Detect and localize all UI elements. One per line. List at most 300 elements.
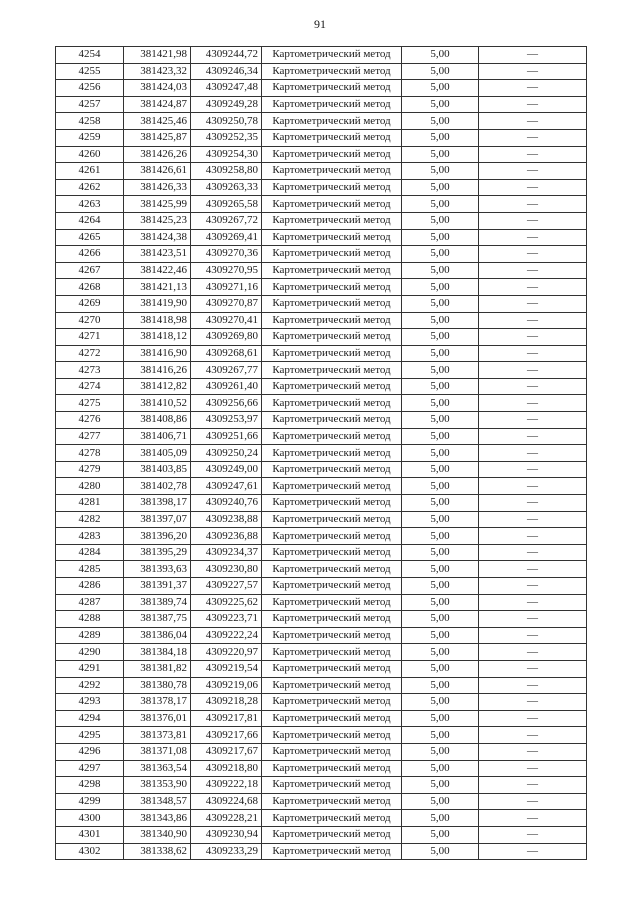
method-cell: Картометрический метод — [262, 47, 402, 64]
precision-cell: 5,00 — [402, 478, 479, 495]
x-coordinate-cell: 381410,52 — [124, 395, 191, 412]
x-coordinate-cell: 381386,04 — [124, 627, 191, 644]
precision-cell: 5,00 — [402, 594, 479, 611]
table-row — [56, 312, 587, 329]
description-cell: — — [479, 810, 587, 827]
method-cell: Картометрический метод — [262, 760, 402, 777]
y-coordinate-cell: 4309222,24 — [191, 627, 262, 644]
method-cell: Картометрический метод — [262, 611, 402, 628]
y-coordinate-cell: 4309269,41 — [191, 229, 262, 246]
description-cell: — — [479, 246, 587, 263]
precision-cell: 5,00 — [402, 163, 479, 180]
precision-cell: 5,00 — [402, 461, 479, 478]
description-cell: — — [479, 179, 587, 196]
x-coordinate-cell: 381425,87 — [124, 129, 191, 146]
description-cell: — — [479, 743, 587, 760]
method-cell: Картометрический метод — [262, 495, 402, 512]
method-cell: Картометрический метод — [262, 80, 402, 97]
table-row — [56, 96, 587, 113]
x-coordinate-cell: 381389,74 — [124, 594, 191, 611]
table-row — [56, 528, 587, 545]
x-coordinate-cell: 381421,98 — [124, 47, 191, 64]
description-cell: — — [479, 578, 587, 595]
description-cell: — — [479, 561, 587, 578]
point-number-cell: 4281 — [56, 495, 124, 512]
point-number-cell: 4255 — [56, 63, 124, 80]
y-coordinate-cell: 4309270,95 — [191, 262, 262, 279]
precision-cell: 5,00 — [402, 47, 479, 64]
table-row — [56, 727, 587, 744]
x-coordinate-cell: 381376,01 — [124, 710, 191, 727]
x-coordinate-cell: 381423,32 — [124, 63, 191, 80]
y-coordinate-cell: 4309224,68 — [191, 793, 262, 810]
description-cell: — — [479, 445, 587, 462]
point-number-cell: 4300 — [56, 810, 124, 827]
point-number-cell: 4285 — [56, 561, 124, 578]
y-coordinate-cell: 4309249,00 — [191, 461, 262, 478]
x-coordinate-cell: 381381,82 — [124, 660, 191, 677]
y-coordinate-cell: 4309230,80 — [191, 561, 262, 578]
method-cell: Картометрический метод — [262, 113, 402, 130]
x-coordinate-cell: 381426,26 — [124, 146, 191, 163]
table-row — [56, 212, 587, 229]
description-cell: — — [479, 129, 587, 146]
table-row — [56, 362, 587, 379]
y-coordinate-cell: 4309263,33 — [191, 179, 262, 196]
description-cell: — — [479, 511, 587, 528]
x-coordinate-cell: 381353,90 — [124, 777, 191, 794]
precision-cell: 5,00 — [402, 63, 479, 80]
method-cell: Картометрический метод — [262, 412, 402, 429]
table-row — [56, 777, 587, 794]
table-row — [56, 826, 587, 843]
point-number-cell: 4272 — [56, 345, 124, 362]
coordinates-table-body — [56, 47, 587, 860]
precision-cell: 5,00 — [402, 295, 479, 312]
description-cell: — — [479, 727, 587, 744]
description-cell: — — [479, 760, 587, 777]
description-cell: — — [479, 113, 587, 130]
method-cell: Картометрический метод — [262, 561, 402, 578]
point-number-cell: 4261 — [56, 163, 124, 180]
x-coordinate-cell: 381412,82 — [124, 378, 191, 395]
point-number-cell: 4258 — [56, 113, 124, 130]
y-coordinate-cell: 4309253,97 — [191, 412, 262, 429]
point-number-cell: 4271 — [56, 329, 124, 346]
x-coordinate-cell: 381348,57 — [124, 793, 191, 810]
method-cell: Картометрический метод — [262, 229, 402, 246]
point-number-cell: 4256 — [56, 80, 124, 97]
x-coordinate-cell: 381416,26 — [124, 362, 191, 379]
table-row — [56, 63, 587, 80]
description-cell: — — [479, 412, 587, 429]
precision-cell: 5,00 — [402, 710, 479, 727]
point-number-cell: 4284 — [56, 544, 124, 561]
precision-cell: 5,00 — [402, 229, 479, 246]
precision-cell: 5,00 — [402, 826, 479, 843]
table-row — [56, 594, 587, 611]
y-coordinate-cell: 4309228,21 — [191, 810, 262, 827]
method-cell: Картометрический метод — [262, 826, 402, 843]
point-number-cell: 4276 — [56, 412, 124, 429]
table-row — [56, 644, 587, 661]
table-row — [56, 478, 587, 495]
x-coordinate-cell: 381422,46 — [124, 262, 191, 279]
x-coordinate-cell: 381393,63 — [124, 561, 191, 578]
table-row — [56, 843, 587, 860]
y-coordinate-cell: 4309269,80 — [191, 329, 262, 346]
precision-cell: 5,00 — [402, 511, 479, 528]
point-number-cell: 4265 — [56, 229, 124, 246]
method-cell: Картометрический метод — [262, 196, 402, 213]
x-coordinate-cell: 381396,20 — [124, 528, 191, 545]
point-number-cell: 4278 — [56, 445, 124, 462]
precision-cell: 5,00 — [402, 395, 479, 412]
x-coordinate-cell: 381338,62 — [124, 843, 191, 860]
x-coordinate-cell: 381425,99 — [124, 196, 191, 213]
method-cell: Картометрический метод — [262, 146, 402, 163]
description-cell: — — [479, 279, 587, 296]
y-coordinate-cell: 4309271,16 — [191, 279, 262, 296]
point-number-cell: 4296 — [56, 743, 124, 760]
y-coordinate-cell: 4309251,66 — [191, 428, 262, 445]
precision-cell: 5,00 — [402, 677, 479, 694]
description-cell: — — [479, 478, 587, 495]
y-coordinate-cell: 4309240,76 — [191, 495, 262, 512]
precision-cell: 5,00 — [402, 528, 479, 545]
method-cell: Картометрический метод — [262, 594, 402, 611]
method-cell: Картометрический метод — [262, 445, 402, 462]
y-coordinate-cell: 4309250,78 — [191, 113, 262, 130]
precision-cell: 5,00 — [402, 113, 479, 130]
table-row — [56, 495, 587, 512]
method-cell: Картометрический метод — [262, 660, 402, 677]
x-coordinate-cell: 381423,51 — [124, 246, 191, 263]
table-row — [56, 395, 587, 412]
table-row — [56, 129, 587, 146]
precision-cell: 5,00 — [402, 345, 479, 362]
x-coordinate-cell: 381418,12 — [124, 329, 191, 346]
point-number-cell: 4302 — [56, 843, 124, 860]
description-cell: — — [479, 544, 587, 561]
description-cell: — — [479, 777, 587, 794]
point-number-cell: 4279 — [56, 461, 124, 478]
table-row — [56, 760, 587, 777]
x-coordinate-cell: 381426,61 — [124, 163, 191, 180]
table-row — [56, 345, 587, 362]
x-coordinate-cell: 381424,87 — [124, 96, 191, 113]
method-cell: Картометрический метод — [262, 528, 402, 545]
table-row — [56, 677, 587, 694]
y-coordinate-cell: 4309270,36 — [191, 246, 262, 263]
y-coordinate-cell: 4309256,66 — [191, 395, 262, 412]
precision-cell: 5,00 — [402, 80, 479, 97]
description-cell: — — [479, 611, 587, 628]
table-row — [56, 47, 587, 64]
precision-cell: 5,00 — [402, 544, 479, 561]
y-coordinate-cell: 4309254,30 — [191, 146, 262, 163]
point-number-cell: 4297 — [56, 760, 124, 777]
y-coordinate-cell: 4309234,37 — [191, 544, 262, 561]
point-number-cell: 4294 — [56, 710, 124, 727]
y-coordinate-cell: 4309225,62 — [191, 594, 262, 611]
point-number-cell: 4283 — [56, 528, 124, 545]
y-coordinate-cell: 4309265,58 — [191, 196, 262, 213]
table-row — [56, 295, 587, 312]
method-cell: Картометрический метод — [262, 478, 402, 495]
point-number-cell: 4287 — [56, 594, 124, 611]
x-coordinate-cell: 381371,08 — [124, 743, 191, 760]
x-coordinate-cell: 381397,07 — [124, 511, 191, 528]
precision-cell: 5,00 — [402, 611, 479, 628]
y-coordinate-cell: 4309217,81 — [191, 710, 262, 727]
description-cell: — — [479, 495, 587, 512]
y-coordinate-cell: 4309222,18 — [191, 777, 262, 794]
description-cell: — — [479, 262, 587, 279]
method-cell: Картометрический метод — [262, 295, 402, 312]
precision-cell: 5,00 — [402, 129, 479, 146]
point-number-cell: 4273 — [56, 362, 124, 379]
y-coordinate-cell: 4309236,88 — [191, 528, 262, 545]
y-coordinate-cell: 4309227,57 — [191, 578, 262, 595]
table-row — [56, 461, 587, 478]
description-cell: — — [479, 295, 587, 312]
y-coordinate-cell: 4309252,35 — [191, 129, 262, 146]
method-cell: Картометрический метод — [262, 727, 402, 744]
description-cell: — — [479, 627, 587, 644]
y-coordinate-cell: 4309249,28 — [191, 96, 262, 113]
y-coordinate-cell: 4309220,97 — [191, 644, 262, 661]
description-cell: — — [479, 47, 587, 64]
precision-cell: 5,00 — [402, 495, 479, 512]
precision-cell: 5,00 — [402, 212, 479, 229]
method-cell: Картометрический метод — [262, 677, 402, 694]
method-cell: Картометрический метод — [262, 694, 402, 711]
y-coordinate-cell: 4309270,87 — [191, 295, 262, 312]
y-coordinate-cell: 4309219,06 — [191, 677, 262, 694]
method-cell: Картометрический метод — [262, 312, 402, 329]
description-cell: — — [479, 146, 587, 163]
description-cell: — — [479, 793, 587, 810]
precision-cell: 5,00 — [402, 727, 479, 744]
precision-cell: 5,00 — [402, 578, 479, 595]
precision-cell: 5,00 — [402, 660, 479, 677]
description-cell: — — [479, 644, 587, 661]
x-coordinate-cell: 381406,71 — [124, 428, 191, 445]
x-coordinate-cell: 381424,03 — [124, 80, 191, 97]
y-coordinate-cell: 4309217,66 — [191, 727, 262, 744]
point-number-cell: 4299 — [56, 793, 124, 810]
point-number-cell: 4277 — [56, 428, 124, 445]
x-coordinate-cell: 381373,81 — [124, 727, 191, 744]
precision-cell: 5,00 — [402, 428, 479, 445]
table-row — [56, 710, 587, 727]
point-number-cell: 4257 — [56, 96, 124, 113]
x-coordinate-cell: 381380,78 — [124, 677, 191, 694]
table-row — [56, 611, 587, 628]
y-coordinate-cell: 4309267,77 — [191, 362, 262, 379]
table-row — [56, 810, 587, 827]
method-cell: Картометрический метод — [262, 129, 402, 146]
table-row — [56, 694, 587, 711]
method-cell: Картометрический метод — [262, 461, 402, 478]
table-row — [56, 660, 587, 677]
precision-cell: 5,00 — [402, 743, 479, 760]
y-coordinate-cell: 4309267,72 — [191, 212, 262, 229]
x-coordinate-cell: 381384,18 — [124, 644, 191, 661]
description-cell: — — [479, 843, 587, 860]
x-coordinate-cell: 381421,13 — [124, 279, 191, 296]
y-coordinate-cell: 4309261,40 — [191, 378, 262, 395]
x-coordinate-cell: 381425,23 — [124, 212, 191, 229]
x-coordinate-cell: 381398,17 — [124, 495, 191, 512]
precision-cell: 5,00 — [402, 412, 479, 429]
method-cell: Картометрический метод — [262, 96, 402, 113]
y-coordinate-cell: 4309247,61 — [191, 478, 262, 495]
point-number-cell: 4292 — [56, 677, 124, 694]
description-cell: — — [479, 196, 587, 213]
x-coordinate-cell: 381424,38 — [124, 229, 191, 246]
y-coordinate-cell: 4309246,34 — [191, 63, 262, 80]
description-cell: — — [479, 594, 587, 611]
method-cell: Картометрический метод — [262, 793, 402, 810]
method-cell: Картометрический метод — [262, 743, 402, 760]
point-number-cell: 4274 — [56, 378, 124, 395]
precision-cell: 5,00 — [402, 777, 479, 794]
point-number-cell: 4254 — [56, 47, 124, 64]
precision-cell: 5,00 — [402, 312, 479, 329]
method-cell: Картометрический метод — [262, 511, 402, 528]
point-number-cell: 4295 — [56, 727, 124, 744]
precision-cell: 5,00 — [402, 760, 479, 777]
point-number-cell: 4263 — [56, 196, 124, 213]
table-row — [56, 179, 587, 196]
method-cell: Картометрический метод — [262, 63, 402, 80]
description-cell: — — [479, 80, 587, 97]
method-cell: Картометрический метод — [262, 578, 402, 595]
point-number-cell: 4266 — [56, 246, 124, 263]
table-row — [56, 329, 587, 346]
description-cell: — — [479, 461, 587, 478]
method-cell: Картометрический метод — [262, 627, 402, 644]
point-number-cell: 4289 — [56, 627, 124, 644]
x-coordinate-cell: 381405,09 — [124, 445, 191, 462]
point-number-cell: 4269 — [56, 295, 124, 312]
method-cell: Картометрический метод — [262, 246, 402, 263]
description-cell: — — [479, 229, 587, 246]
point-number-cell: 4286 — [56, 578, 124, 595]
description-cell: — — [479, 212, 587, 229]
precision-cell: 5,00 — [402, 246, 479, 263]
description-cell: — — [479, 826, 587, 843]
table-row — [56, 793, 587, 810]
precision-cell: 5,00 — [402, 146, 479, 163]
description-cell: — — [479, 710, 587, 727]
point-number-cell: 4280 — [56, 478, 124, 495]
description-cell: — — [479, 660, 587, 677]
y-coordinate-cell: 4309233,29 — [191, 843, 262, 860]
x-coordinate-cell: 381418,98 — [124, 312, 191, 329]
precision-cell: 5,00 — [402, 262, 479, 279]
y-coordinate-cell: 4309223,71 — [191, 611, 262, 628]
y-coordinate-cell: 4309244,72 — [191, 47, 262, 64]
precision-cell: 5,00 — [402, 561, 479, 578]
table-row — [56, 561, 587, 578]
precision-cell: 5,00 — [402, 329, 479, 346]
method-cell: Картометрический метод — [262, 212, 402, 229]
description-cell: — — [479, 312, 587, 329]
method-cell: Картометрический метод — [262, 395, 402, 412]
x-coordinate-cell: 381378,17 — [124, 694, 191, 711]
method-cell: Картометрический метод — [262, 777, 402, 794]
method-cell: Картометрический метод — [262, 179, 402, 196]
table-row — [56, 279, 587, 296]
description-cell: — — [479, 96, 587, 113]
y-coordinate-cell: 4309258,80 — [191, 163, 262, 180]
method-cell: Картометрический метод — [262, 345, 402, 362]
table-row — [56, 146, 587, 163]
table-row — [56, 544, 587, 561]
method-cell: Картометрический метод — [262, 378, 402, 395]
x-coordinate-cell: 381416,90 — [124, 345, 191, 362]
method-cell: Картометрический метод — [262, 544, 402, 561]
x-coordinate-cell: 381395,29 — [124, 544, 191, 561]
page-number: 91 — [314, 17, 326, 31]
point-number-cell: 4293 — [56, 694, 124, 711]
x-coordinate-cell: 381426,33 — [124, 179, 191, 196]
table-row — [56, 412, 587, 429]
x-coordinate-cell: 381340,90 — [124, 826, 191, 843]
x-coordinate-cell: 381363,54 — [124, 760, 191, 777]
point-number-cell: 4291 — [56, 660, 124, 677]
x-coordinate-cell: 381402,78 — [124, 478, 191, 495]
table-row — [56, 80, 587, 97]
table-row — [56, 578, 587, 595]
point-number-cell: 4264 — [56, 212, 124, 229]
point-number-cell: 4275 — [56, 395, 124, 412]
method-cell: Картометрический метод — [262, 644, 402, 661]
method-cell: Картометрический метод — [262, 843, 402, 860]
method-cell: Картометрический метод — [262, 362, 402, 379]
y-coordinate-cell: 4309238,88 — [191, 511, 262, 528]
point-number-cell: 4288 — [56, 611, 124, 628]
method-cell: Картометрический метод — [262, 262, 402, 279]
point-number-cell: 4298 — [56, 777, 124, 794]
y-coordinate-cell: 4309268,61 — [191, 345, 262, 362]
point-number-cell: 4301 — [56, 826, 124, 843]
table-row — [56, 511, 587, 528]
table-row — [56, 163, 587, 180]
y-coordinate-cell: 4309218,28 — [191, 694, 262, 711]
y-coordinate-cell: 4309247,48 — [191, 80, 262, 97]
description-cell: — — [479, 345, 587, 362]
method-cell: Картометрический метод — [262, 163, 402, 180]
x-coordinate-cell: 381387,75 — [124, 611, 191, 628]
table-row — [56, 196, 587, 213]
table-row — [56, 113, 587, 130]
point-number-cell: 4268 — [56, 279, 124, 296]
y-coordinate-cell: 4309219,54 — [191, 660, 262, 677]
description-cell: — — [479, 63, 587, 80]
precision-cell: 5,00 — [402, 96, 479, 113]
x-coordinate-cell: 381403,85 — [124, 461, 191, 478]
precision-cell: 5,00 — [402, 793, 479, 810]
precision-cell: 5,00 — [402, 810, 479, 827]
y-coordinate-cell: 4309217,67 — [191, 743, 262, 760]
y-coordinate-cell: 4309270,41 — [191, 312, 262, 329]
description-cell: — — [479, 329, 587, 346]
point-number-cell: 4270 — [56, 312, 124, 329]
